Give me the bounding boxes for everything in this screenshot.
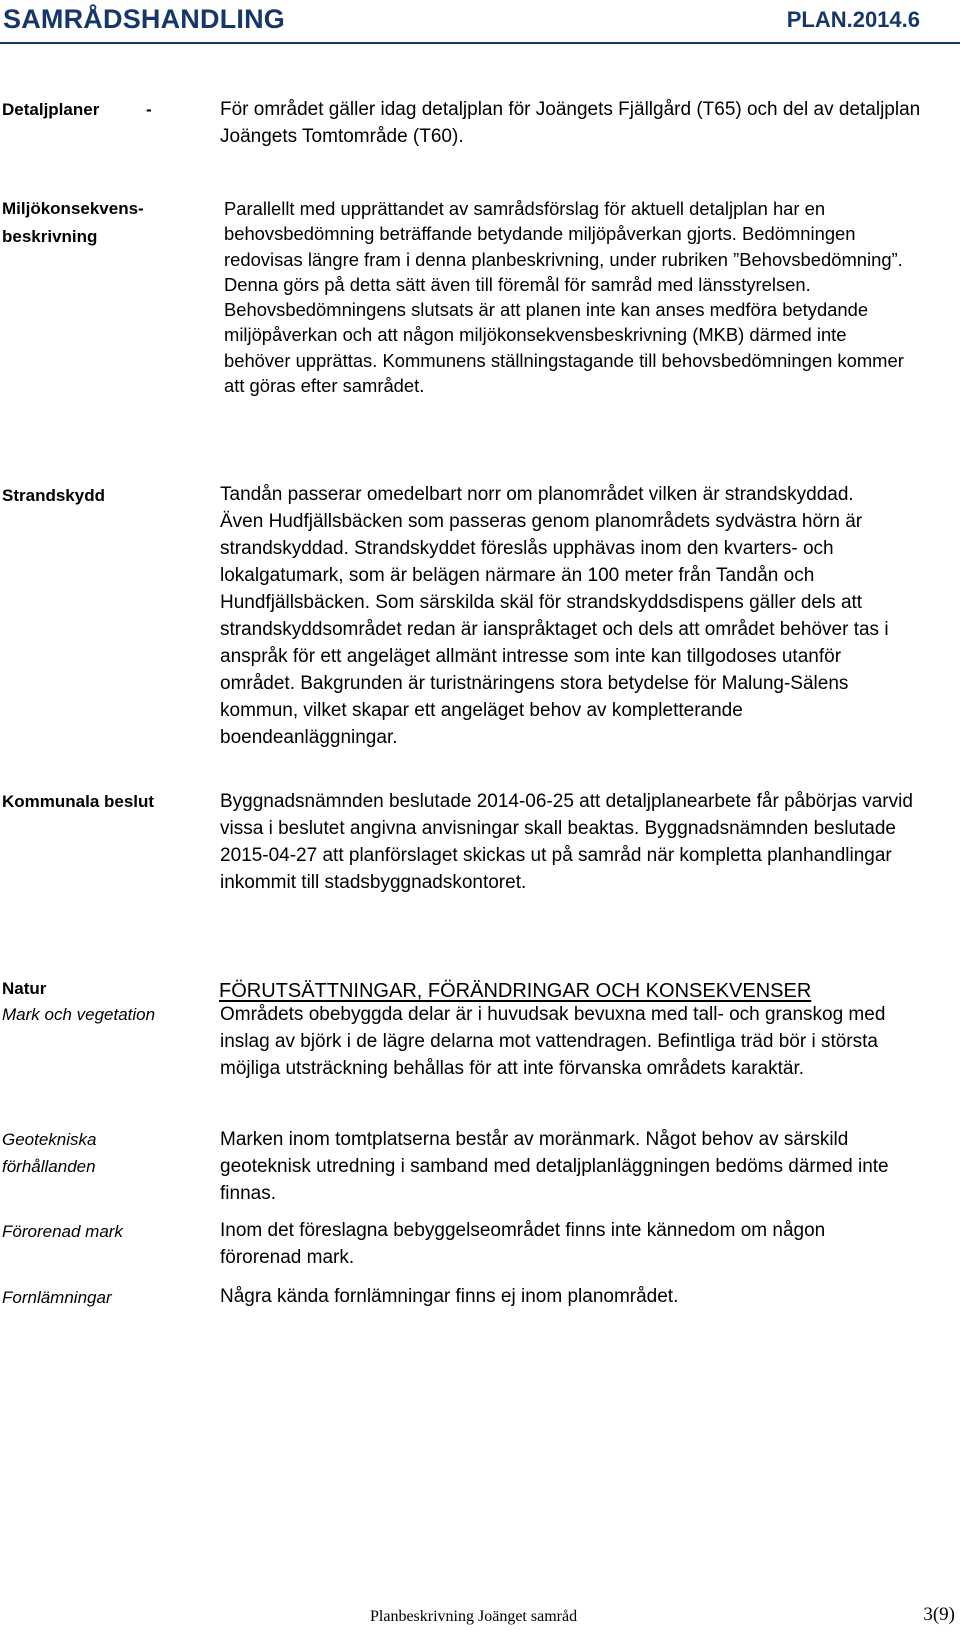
text-natur: Områdets obebyggda delar är i huvudsak bevuxna med tall- och granskog med inslag av björk i de lägre delarna mot vattendragen. Befintliga träd bör i största möjliga utsträckning behållas för att inte förvanska områdets karaktär. — [220, 1004, 886, 1079]
header-divider — [0, 42, 960, 44]
footer-document-name: Planbeskrivning Joänget samråd — [370, 1608, 578, 1625]
text-strandskydd: Tandån passerar omedelbart norr om planområdet vilken är strandskyddad. Även Hudfjällsbäcken som passeras genom planområdets sydvästra hörn är strandskyddad. Strandskyddet föreslås upphävas inom den kvarters- och lokalgatumark, som är belägen närmare än 100 meter från Tandån och Hundfjällsbäcken. Som särskilda skäl för strandskyddsdispens gäller dels att strandskyddsområdet redan är ianspråktaget och dels att området behöver tas i anspråk för ett angeläget allmänt intresse som inte kan tillgodoses utanför området. Bakgrunden är turistnäringens stora betydelse för Malung-Sälens kommun, vilket skapar ett angeläget behov av kompletterande boendeanläggningar. — [220, 484, 889, 748]
label-mkb-line1: Miljökonsekvens- — [2, 199, 144, 218]
label-mkb-line2: beskrivning — [2, 227, 98, 246]
label-geo-line2: förhållanden — [2, 1157, 96, 1176]
section-heading: FÖRUTSÄTTNINGAR, FÖRÄNDRINGAR OCH KONSEKVENSER — [219, 980, 812, 1002]
text-fornlamningar: Några kända fornlämningar finns ej inom planområdet. — [220, 1286, 679, 1307]
text-detaljplaner: För området gäller idag detaljplan för Joängets Fjällgård (T65) och del av detaljplan Joängets Tomtområde (T60). — [220, 99, 921, 147]
label-mark-och-vegetation: Mark och vegetation — [2, 1005, 156, 1024]
plan-number: PLAN.2014.6 — [786, 7, 920, 32]
document-status-title: SAMRÅDSHANDLING — [3, 4, 285, 34]
label-geo-line1: Geotekniska — [2, 1130, 97, 1149]
page-number: 3(9) — [923, 1604, 955, 1625]
label-natur: Natur — [2, 979, 47, 998]
label-dash: - — [146, 100, 152, 119]
text-geo: Marken inom tomtplatserna består av moränmark. Något behov av särskild geoteknisk utredning i samband med detaljplanläggningen bedöms därmed inte finnas. — [220, 1129, 889, 1204]
page-header — [0, 0, 960, 46]
text-fororenad-mark: Inom det föreslagna bebyggelseområdet finns inte kännedom om någon förorenad mark. — [220, 1220, 826, 1268]
text-kommunala-beslut: Byggnadsnämnden beslutade 2014-06-25 att detaljplanearbete får påbörjas varvid vissa i beslutet angivna anvisningar skall beaktas. Byggnadsnämnden beslutade 2015-04-27 att planförslaget skickas ut på samråd när kompletta planhandlingar inkommit till stadsbyggnadskontoret. — [220, 791, 913, 893]
label-detaljplaner: Detaljplaner — [2, 100, 100, 119]
label-kommunala-beslut: Kommunala beslut — [2, 792, 155, 811]
label-fororenad-mark: Förorenad mark — [2, 1222, 123, 1241]
label-strandskydd: Strandskydd — [2, 486, 105, 505]
text-mkb: Parallellt med upprättandet av samrådsförslag för aktuell detaljplan har en behovsbedömning beträffande betydande miljöpåverkan gjorts. Bedömningen redovisas längre fram i denna planbeskrivning, under rubriken ”Behovsbedömning”. Denna görs på detta sätt även till föremål för samråd med länsstyrelsen. Behovsbedömningens slutsats är att planen inte kan anses medföra betydande miljöpåverkan och att någon miljökonsekvensbeskrivning (MKB) därmed inte behöver upprättas. Kommunens ställningstagande till behovsbedömningen kommer att göras efter samrådet. — [224, 198, 904, 397]
label-fornlamningar: Fornlämningar — [2, 1288, 112, 1307]
